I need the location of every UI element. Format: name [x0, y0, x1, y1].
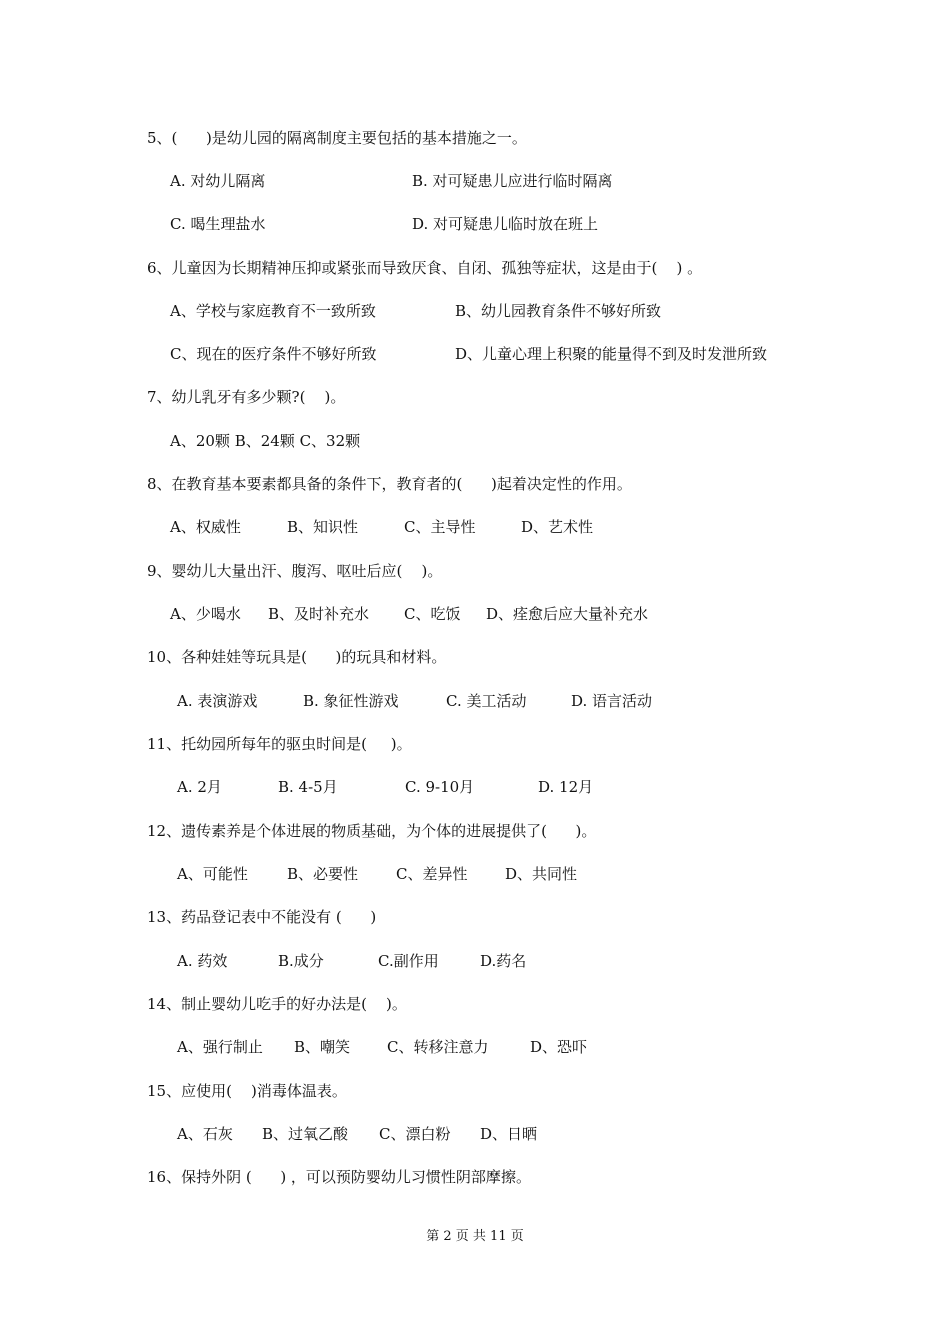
question-10-option-d: D. 语言活动 [571, 692, 653, 710]
question-5-option-b: B. 对可疑患儿应进行临时隔离 [412, 172, 613, 190]
question-11-option-d: D. 12月 [538, 778, 594, 796]
question-11-option-c: C. 9-10月 [405, 778, 475, 796]
question-7-options: A、20颗 B、24颗 C、32颗 [170, 432, 361, 450]
question-6-option-a: A、学校与家庭教育不一致所致 [170, 302, 376, 320]
question-9-option-a: A、少喝水 [170, 605, 241, 623]
question-13-option-d: D.药名 [480, 952, 527, 970]
question-5-option-c: C. 喝生理盐水 [170, 215, 266, 233]
question-11-stem: 11、托幼园所每年的驱虫时间是( )。 [147, 735, 412, 753]
question-14-option-b: B、嘲笑 [294, 1038, 351, 1056]
question-8-option-c: C、主导性 [404, 518, 476, 536]
question-12-option-c: C、差异性 [396, 865, 468, 883]
question-10-option-b: B. 象征性游戏 [303, 692, 399, 710]
page-number: 第 2 页 共 11 页 [426, 1229, 524, 1244]
question-15-option-c: C、漂白粉 [379, 1125, 451, 1143]
question-16-stem: 16、保持外阴 ( ) ，可以预防婴幼儿习惯性阴部摩擦。 [147, 1168, 531, 1186]
question-7-stem: 7、幼儿乳牙有多少颗?( )。 [147, 388, 346, 406]
question-8-option-d: D、艺术性 [521, 518, 594, 536]
question-15-stem: 15、应使用( )消毒体温表。 [147, 1082, 347, 1100]
question-15-option-a: A、石灰 [177, 1125, 233, 1143]
question-14-stem: 14、制止婴幼儿吃手的好办法是( )。 [147, 995, 407, 1013]
question-5-option-a: A. 对幼儿隔离 [170, 172, 266, 190]
question-14-option-a: A、强行制止 [177, 1038, 263, 1056]
question-10-option-a: A. 表演游戏 [177, 692, 258, 710]
question-12-stem: 12、遗传素养是个体进展的物质基础，为个体的进展提供了( )。 [147, 822, 597, 840]
question-9-option-d: D、痊愈后应大量补充水 [486, 605, 649, 623]
question-9-option-c: C、吃饭 [404, 605, 461, 623]
question-14-option-c: C、转移注意力 [387, 1038, 489, 1056]
question-6-option-c: C、现在的医疗条件不够好所致 [170, 345, 377, 363]
question-10-option-c: C. 美工活动 [446, 692, 527, 710]
question-8-stem: 8、在教育基本要素都具备的条件下，教育者的( )起着决定性的作用。 [147, 475, 632, 493]
question-5-option-d: D. 对可疑患儿临时放在班上 [412, 215, 599, 233]
question-12-option-a: A、可能性 [177, 865, 248, 883]
question-11-option-a: A. 2月 [177, 778, 222, 796]
question-13-option-a: A. 药效 [177, 952, 228, 970]
question-14-option-d: D、恐吓 [530, 1038, 588, 1056]
question-9-option-b: B、及时补充水 [268, 605, 370, 623]
question-8-option-b: B、知识性 [287, 518, 359, 536]
question-6-option-d: D、儿童心理上积聚的能量得不到及时发泄所致 [455, 345, 768, 363]
question-12-option-d: D、共同性 [505, 865, 578, 883]
question-15-option-d: D、日晒 [480, 1125, 538, 1143]
question-6-option-b: B、幼儿园教育条件不够好所致 [455, 302, 662, 320]
question-13-option-b: B.成分 [278, 952, 324, 970]
question-9-stem: 9、婴幼儿大量出汗、腹泻、呕吐后应( )。 [147, 562, 443, 580]
question-13-option-c: C.副作用 [378, 952, 439, 970]
question-15-option-b: B、过氧乙酸 [262, 1125, 349, 1143]
question-6-stem: 6、儿童因为长期精神压抑或紧张而导致厌食、自闭、孤独等症状，这是由于( ) 。 [147, 259, 703, 277]
question-10-stem: 10、各种娃娃等玩具是( )的玩具和材料。 [147, 648, 447, 666]
question-12-option-b: B、必要性 [287, 865, 359, 883]
question-11-option-b: B. 4-5月 [278, 778, 338, 796]
question-5-stem: 5、( )是幼儿园的隔离制度主要包括的基本措施之一。 [147, 129, 527, 147]
question-8-option-a: A、权威性 [170, 518, 241, 536]
question-13-stem: 13、药品登记表中不能没有 ( ) [147, 908, 377, 926]
